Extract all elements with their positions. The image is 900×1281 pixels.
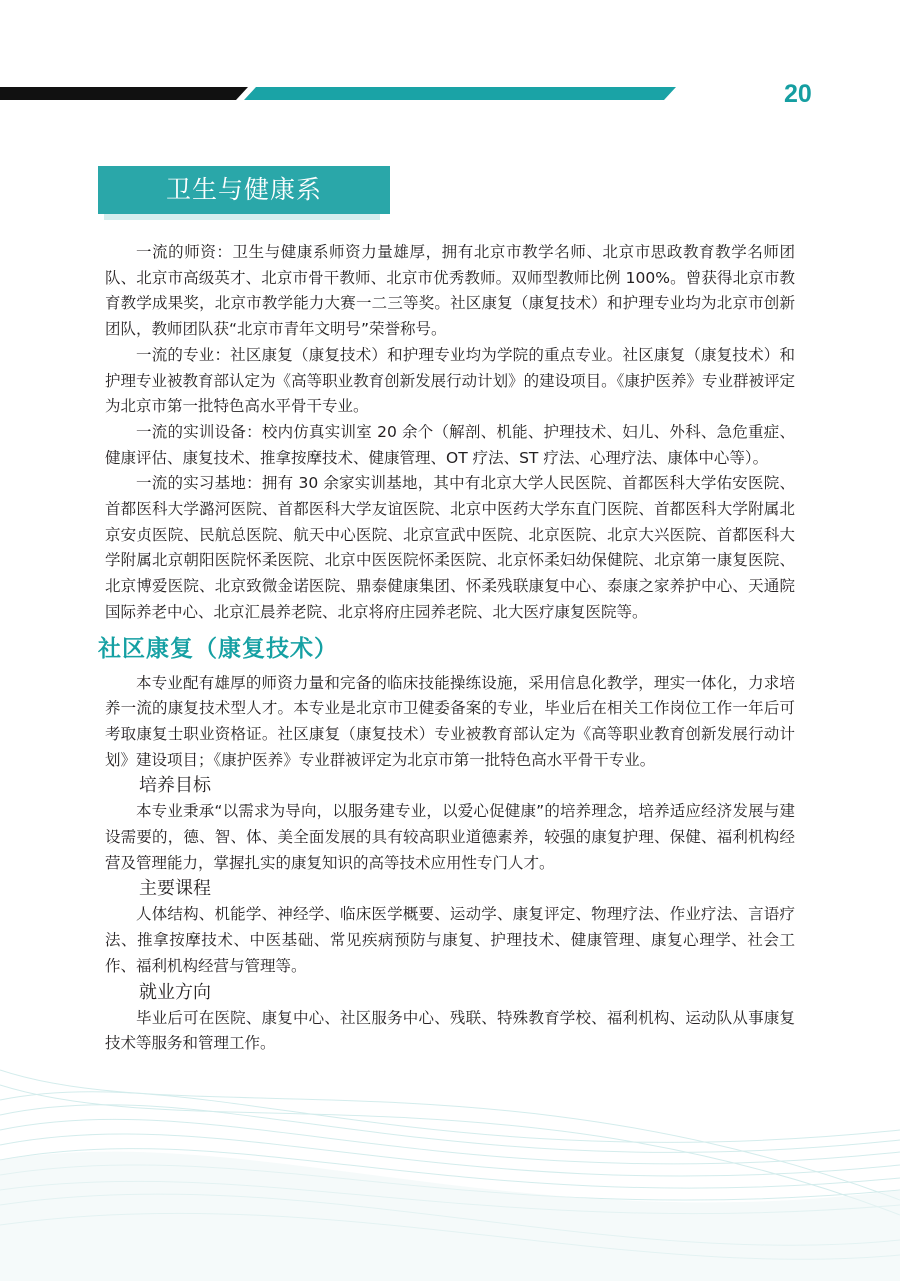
program-description: 本专业配有雄厚的师资力量和完备的临床技能操练设施，采用信息化教学，理实一体化，力求培养一流的康复技术型人才。本专业是北京市卫健委备案的专业，毕业后在相关工作岗位工作一年后可考取康复士职业资格证。社区康复（康复技术）专业被教育部认定为《高等职业教育创新发展行动计划》建设项目；《康护医养》专业群被评定为北京市第一批特色高水平骨干专业。: [105, 673, 795, 769]
content: [98, 240, 795, 1057]
intro-facilities: 一流的实训设备：校内仿真实训室 20 余个（解剖、机能、护理技术、妇儿、外科、急危重症、健康评估、康复技术、推拿按摩技术、健康管理、OT 疗法、ST 疗法、心理疗法、康体中心等）。: [105, 422, 795, 467]
courses-heading: 主要课程: [139, 878, 211, 900]
intro-faculty: 一流的师资：卫生与健康系师资力量雄厚，拥有北京市教学名师、北京市思政教育教学名师团队、北京市高级英才、北京市骨干教师、北京市优秀教师。双师型教师比例 100%。曾获得北京市教育教学成果奖，北京市教学能力大赛一二三等奖。社区康复（康复技术）和护理专业均为北京市创新团队，教师团队获“北京市青年文明号”荣誉称号。: [105, 243, 795, 339]
intro-internship: 一流的实习基地：拥有 30 余家实训基地，其中有北京大学人民医院、首都医科大学佑安医院、首都医科大学潞河医院、首都医科大学友谊医院、北京中医药大学东直门医院、首都医科大学附属北京安贞医院、民航总医院、航天中心医院、北京宣武中医院、北京医院、北京大兴医院、首都医科大学附属北京朝阳医院怀柔医院、北京中医医院怀柔医院、北京怀柔妇幼保健院、北京第一康复医院、北京博爱医院、北京致微金诺医院、鼎泰健康集团、怀柔残联康复中心、泰康之家养护中心、天通院国际养老中心、北京汇晨养老院、北京将府庄园养老院、北大医疗康复医院等。: [105, 474, 795, 621]
page-number: 20: [784, 80, 812, 108]
dept-title-banner: 卫生与健康系: [98, 166, 390, 214]
goal-text: 本专业秉承“以需求为导向，以服务建专业，以爱心促健康”的培养理念，培养适应经济发展与建设需要的，德、智、体、美全面发展的具有较高职业道德素养，较强的康复护理、保健、福利机构经营及管理能力，掌握扎实的康复知识的高等技术应用性专门人才。: [105, 802, 795, 872]
goal-heading: 培养目标: [139, 775, 211, 797]
header-bar-teal: [244, 87, 676, 100]
courses-text: 人体结构、机能学、神经学、临床医学概要、运动学、康复评定、物理疗法、作业疗法、言语疗法、推拿按摩技术、中医基础、常见疾病预防与康复、护理技术、健康管理、康复心理学、社会工作、福利机构经营与管理等。: [105, 905, 795, 975]
career-heading: 就业方向: [139, 981, 211, 1003]
program-title: 社区康复（康复技术）: [98, 634, 338, 662]
decorative-waves: [0, 1040, 900, 1281]
career-text: 毕业后可在医院、康复中心、社区服务中心、残联、特殊教育学校、福利机构、运动队从事康复技术等服务和管理工作。: [105, 1008, 795, 1053]
header-bar-black: [0, 87, 248, 100]
intro-programs: 一流的专业：社区康复（康复技术）和护理专业均为学院的重点专业。社区康复（康复技术）和护理专业被教育部认定为《高等职业教育创新发展行动计划》的建设项目。《康护医养》专业群被评定为北京市第一批特色高水平骨干专业。: [105, 345, 795, 416]
